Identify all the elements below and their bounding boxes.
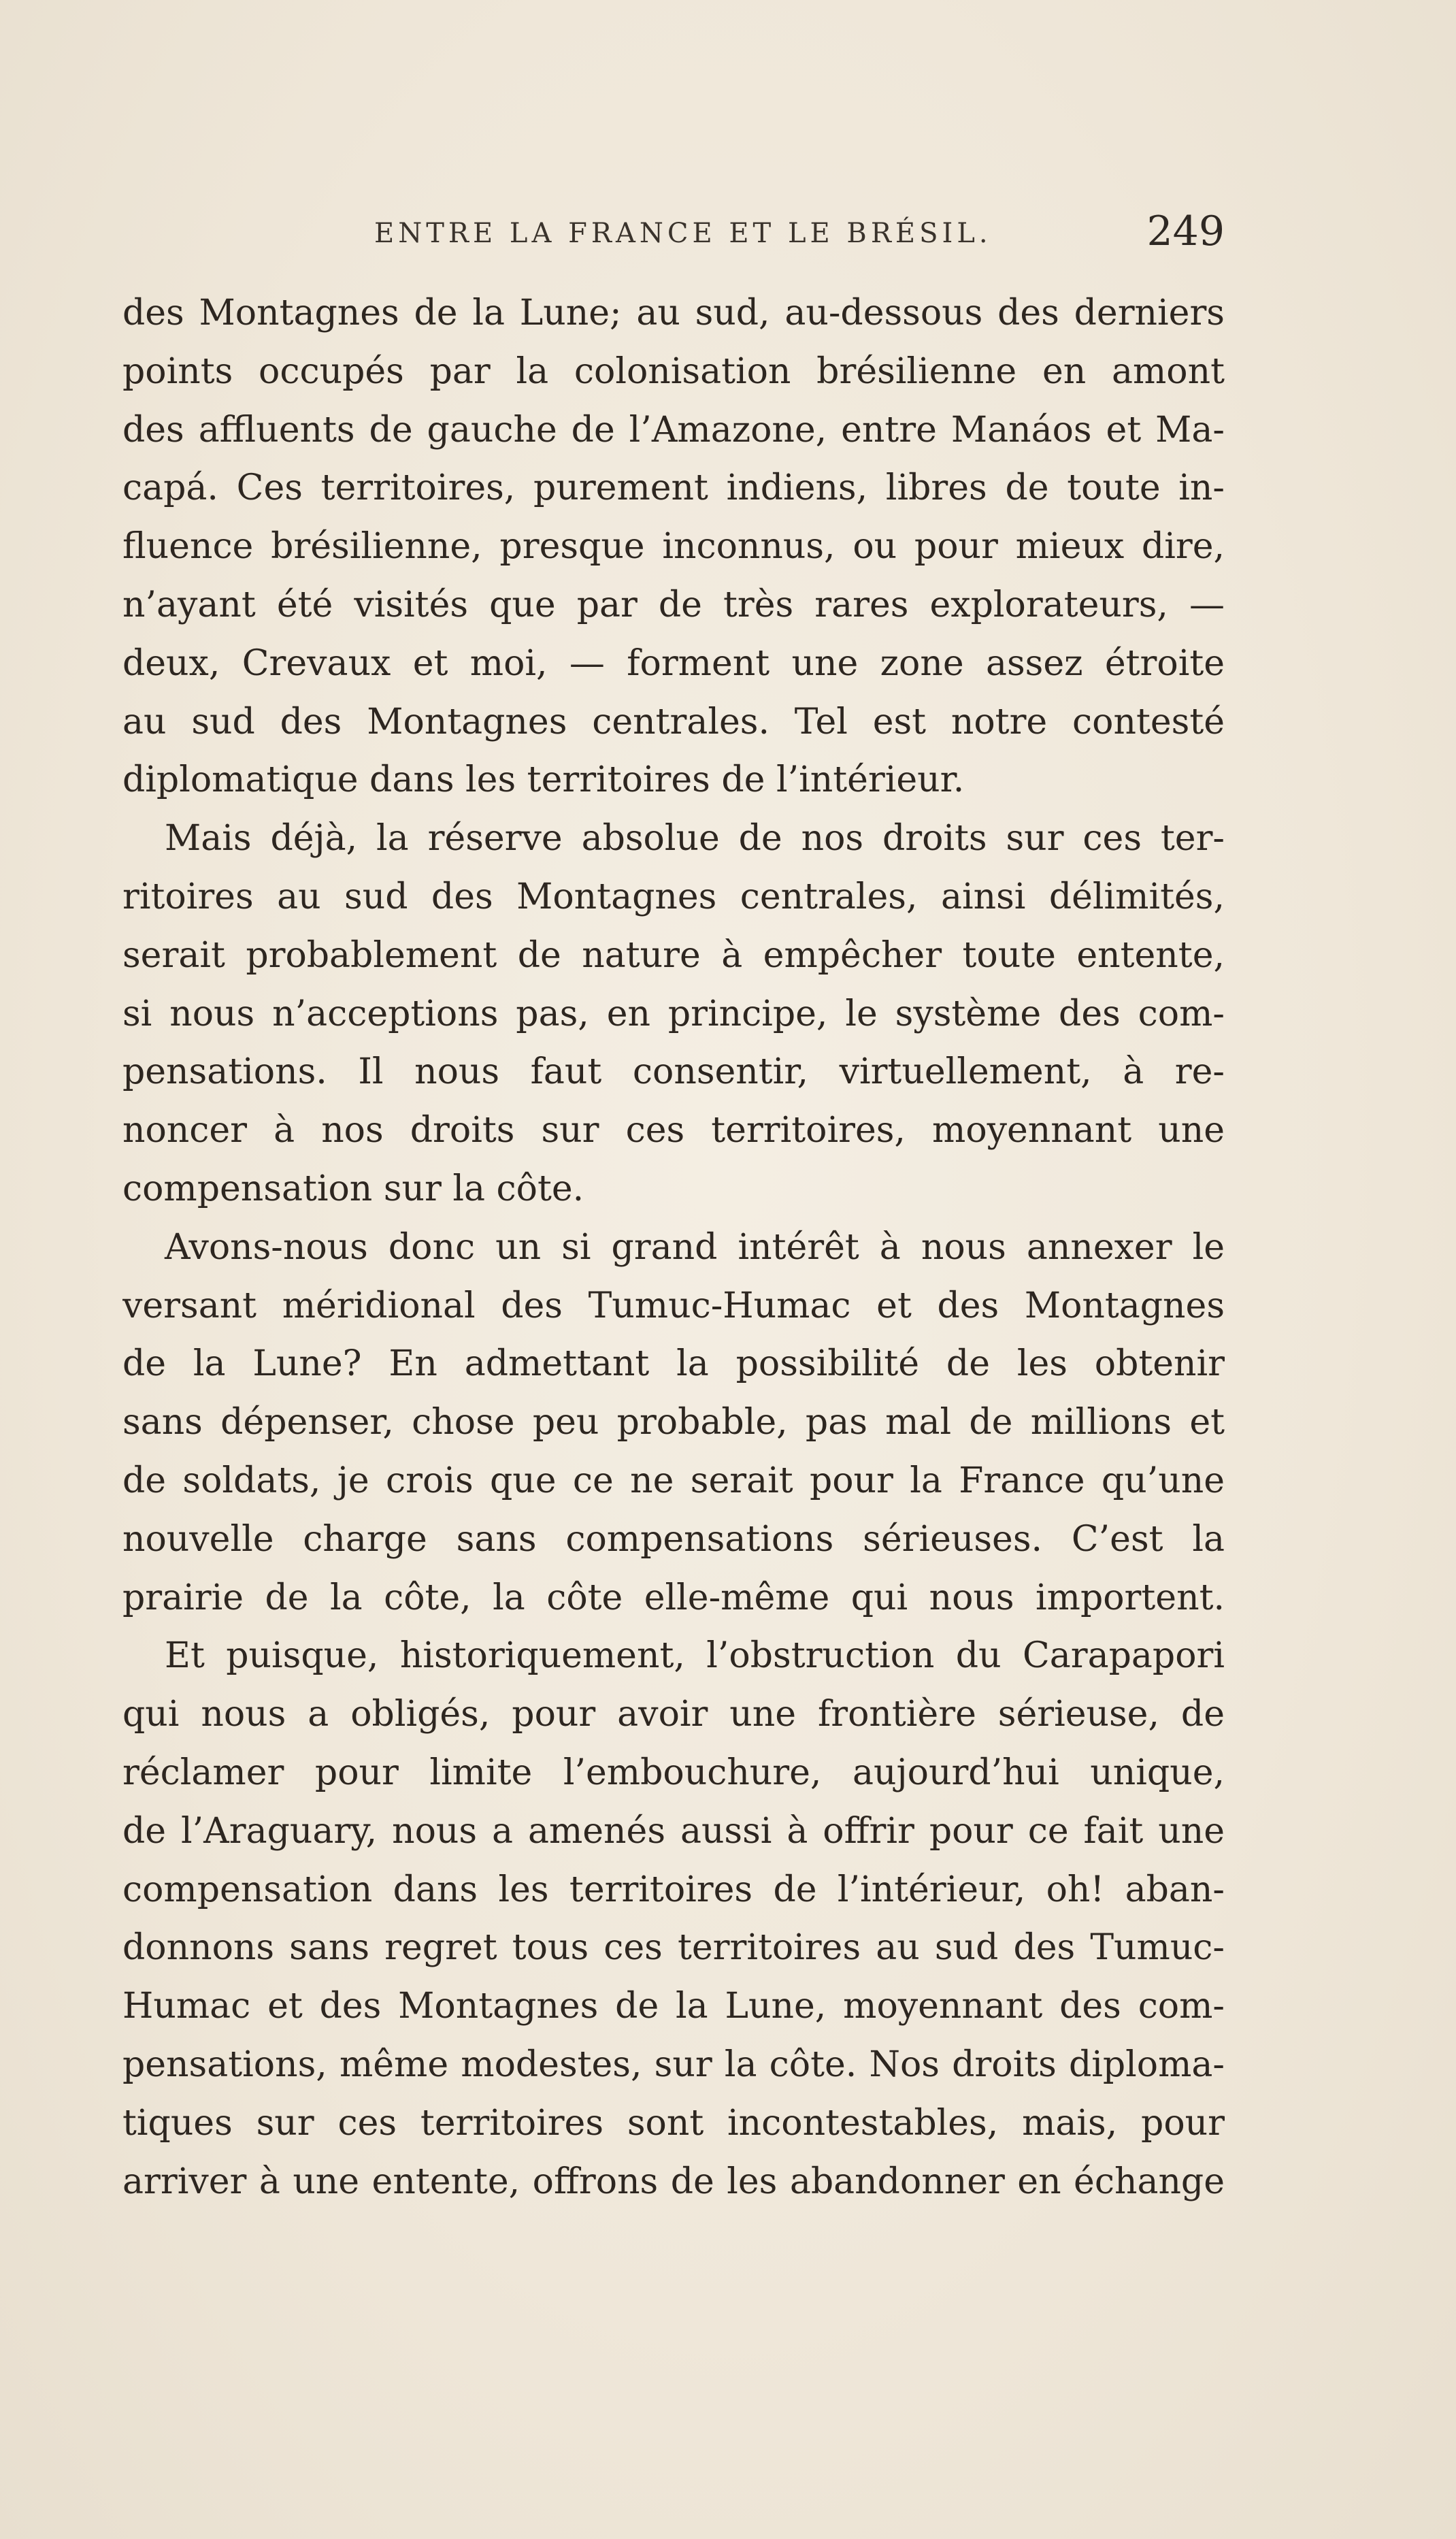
text-line: noncer à nos droits sur ces territoires, moyennant une bbox=[122, 1110, 1225, 1151]
paragraph-start-line: Avons-nous donc un si grand intérêt à nous annexer le bbox=[165, 1226, 1225, 1268]
text-line: compensation dans les territoires de l’intérieur, oh! aban- bbox=[122, 1869, 1225, 1910]
text-line: pensations. Il nous faut consentir, virtuellement, à re- bbox=[122, 1051, 1225, 1093]
text-line: Humac et des Montagnes de la Lune, moyennant des com- bbox=[122, 1986, 1225, 2027]
page-header bbox=[122, 204, 1225, 265]
text-line: prairie de la côte, la côte elle-même qui nous importent. bbox=[122, 1577, 1225, 1618]
text-line: de la Lune? En admettant la possibilité de les obtenir bbox=[122, 1343, 1225, 1385]
text-line: nouvelle charge sans compensations sérieuses. C’est la bbox=[122, 1518, 1225, 1560]
page-number: 249 bbox=[1146, 208, 1225, 255]
text-line: capá. Ces territoires, purement indiens, libres de toute in- bbox=[122, 468, 1225, 509]
text-line: n’ayant été visités que par de très rares explorateurs, — bbox=[122, 584, 1225, 625]
text-line: deux, Crevaux et moi, — forment une zone assez étroite bbox=[122, 642, 1225, 684]
text-line: diplomatique dans les territoires de l’intérieur. bbox=[122, 759, 965, 801]
text-line: serait probablement de nature à empêcher toute entente, bbox=[122, 934, 1225, 976]
paragraph-start-line: Et puisque, historiquement, l’obstruction du Carapapori bbox=[165, 1635, 1225, 1677]
text-line: réclamer pour limite l’embouchure, aujourd’hui unique, bbox=[122, 1752, 1225, 1793]
text-line: fluence brésilienne, presque inconnus, ou pour mieux dire, bbox=[122, 526, 1225, 568]
text-line: points occupés par la colonisation brésilienne en amont bbox=[122, 350, 1225, 392]
text-line: pensations, même modestes, sur la côte. Nos droits diploma- bbox=[122, 2044, 1225, 2085]
text-line: qui nous a obligés, pour avoir une frontière sérieuse, de bbox=[122, 1694, 1225, 1735]
text-line: tiques sur ces territoires sont incontestables, mais, pour bbox=[122, 2102, 1225, 2144]
text-line: de soldats, je crois que ce ne serait pour la France qu’une bbox=[122, 1460, 1225, 1501]
text-line: si nous n’acceptions pas, en principe, le système des com- bbox=[122, 993, 1225, 1034]
text-line: de l’Araguary, nous a amenés aussi à offrir pour ce fait une bbox=[122, 1810, 1225, 1852]
text-line: compensation sur la côte. bbox=[122, 1168, 584, 1209]
body-text bbox=[122, 284, 1225, 2211]
paragraph-start-line: Mais déjà, la réserve absolue de nos droits sur ces ter- bbox=[165, 818, 1225, 859]
text-line: ritoires au sud des Montagnes centrales, ainsi délimités, bbox=[122, 876, 1225, 917]
text-line: donnons sans regret tous ces territoires au sud des Tumuc- bbox=[122, 1927, 1225, 1969]
text-line: arriver à une entente, offrons de les abandonner en échange bbox=[122, 2161, 1225, 2202]
text-line: des Montagnes de la Lune; au sud, au-dessous des derniers bbox=[122, 293, 1225, 333]
text-line: versant méridional des Tumuc-Humac et des Montagnes bbox=[122, 1285, 1225, 1326]
running-title: ENTRE LA FRANCE ET LE BRÉSIL. bbox=[374, 218, 992, 249]
text-line: sans dépenser, chose peu probable, pas mal de millions et bbox=[122, 1402, 1225, 1443]
text-line: au sud des Montagnes centrales. Tel est notre contesté bbox=[122, 701, 1225, 742]
text-line: des affluents de gauche de l’Amazone, entre Manáos et Ma- bbox=[122, 409, 1225, 451]
